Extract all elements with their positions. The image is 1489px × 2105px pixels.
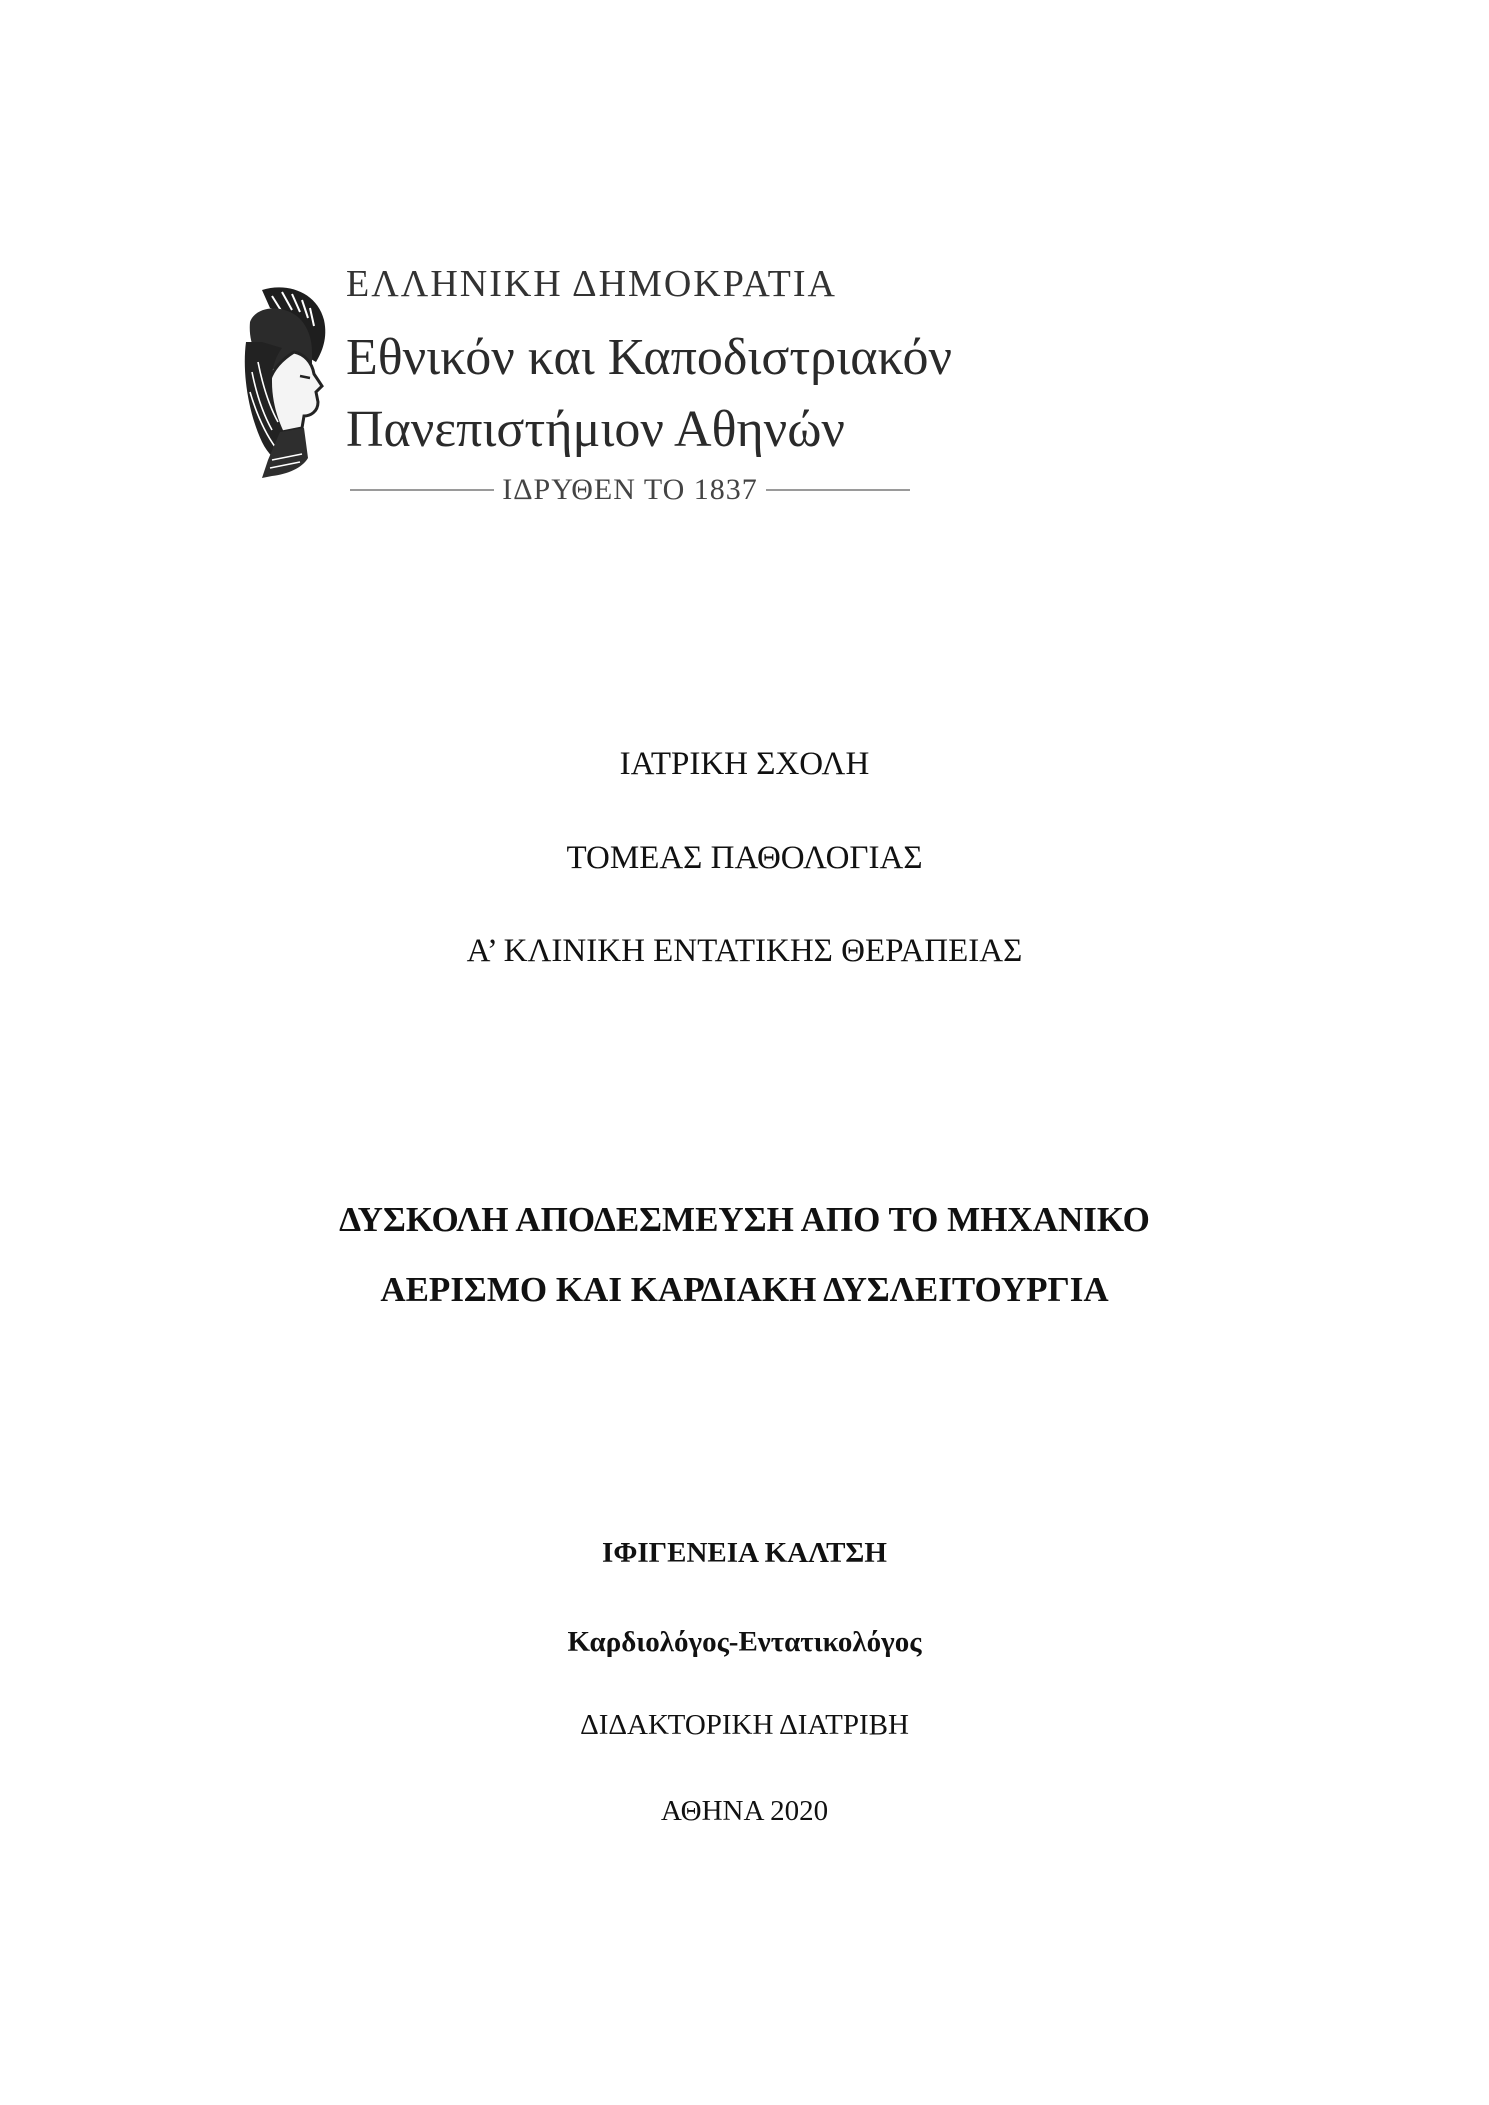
thesis-title-line-2: ΑΕΡΙΣΜΟ ΚΑΙ ΚΑΡΔΙΑΚΗ ΔΥΣΛΕΙΤΟΥΡΓΙΑ [380, 1270, 1109, 1309]
sector-name: ΤΟΜΕΑΣ ΠΑΘΟΛΟΓΙΑΣ [566, 840, 923, 876]
athena-head-icon [232, 282, 332, 482]
school-name: ΙΑΤΡΙΚΗ ΣΧΟΛΗ [619, 746, 870, 782]
university-name-line-1: Εθνικόν και Καποδιστριακόν [346, 329, 953, 386]
founded-row [350, 470, 910, 510]
country-name: ΕΛΛΗΝΙΚΗ ΔΗΜΟΚΡΑΤΙΑ [346, 263, 837, 305]
clinic-name: Α’ ΚΛΙΝΙΚΗ ΕΝΤΑΤΙΚΗΣ ΘΕΡΑΠΕΙΑΣ [466, 933, 1023, 969]
author-name: ΙΦΙΓΕΝΕΙΑ ΚΑΛΤΣΗ [602, 1537, 887, 1569]
place-year: ΑΘΗΝΑ 2020 [660, 1795, 829, 1827]
thesis-title-line-1: ΔΥΣΚΟΛΗ ΑΠΟΔΕΣΜΕΥΣΗ ΑΠΟ ΤΟ ΜΗΧΑΝΙΚΟ [339, 1200, 1150, 1239]
university-logo [232, 262, 1052, 512]
author-specialty: Καρδιολόγος-Εντατικολόγος [567, 1626, 922, 1658]
document-type: ΔΙΔΑΚΤΟΡΙΚΗ ΔΙΑΤΡΙΒΗ [580, 1709, 909, 1741]
founded-text: ΙΔΡΥΘΕΝ ΤΟ 1837 [502, 473, 758, 506]
founded-rule-right [766, 489, 910, 491]
university-name-line-2: Πανεπιστήμιον Αθηνών [346, 401, 845, 458]
founded-rule-left [350, 489, 494, 491]
